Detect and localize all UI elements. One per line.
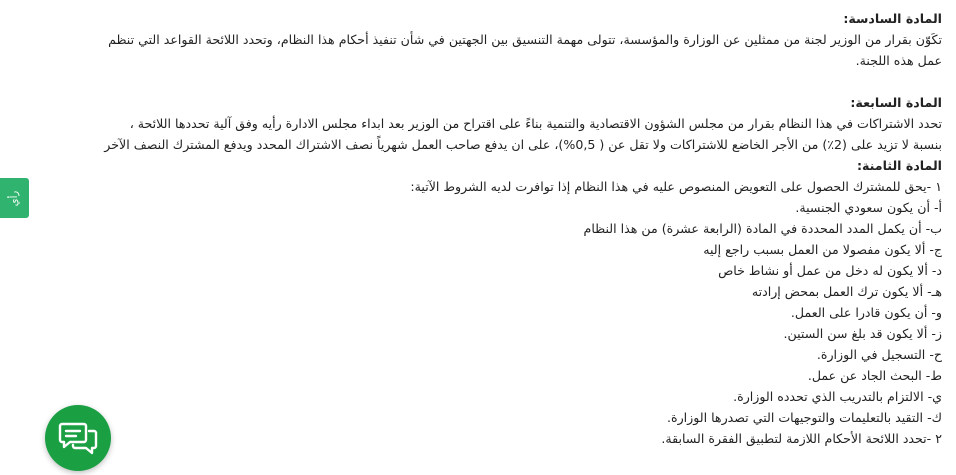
article-8-line: أ- أن يكون سعودي الجنسية. — [795, 200, 942, 215]
document-body — [92, 8, 942, 449]
article-6-line: عمل هذه اللجنة. — [855, 53, 942, 68]
article-8-line: د- ألا يكون له دخل من عمل أو نشاط خاص — [718, 263, 942, 278]
article-7-line: تحدد الاشتراكات في هذا النظام بقرار من مجلس الشؤون الاقتصادية والتنمية بناءً على اقتراح من الوزير بعد ابداء مجلس الادارة رأيه وفق آلية تحددها اللائحة ، — [129, 116, 942, 131]
article-8-line: ز- ألا يكون قد بلغ سن الستين. — [783, 326, 942, 341]
paragraph-spacer — [92, 71, 942, 92]
article-8-line: ح- التسجيل في الوزارة. — [816, 347, 942, 362]
article-8-line: ب- أن يكمل المدد المحددة في المادة (الرابعة عشرة) من هذا النظام — [583, 221, 942, 236]
chat-button[interactable] — [45, 405, 111, 471]
article-8-line: ي- الالتزام بالتدريب الذي تحدده الوزارة. — [733, 389, 942, 404]
article-7-heading: المادة السابعة: — [850, 95, 942, 110]
article-6-heading: المادة السادسة: — [843, 11, 942, 26]
article-7-line: بنسبة لا تزيد على (2٪) من الأجر الخاضع للاشتراكات ولا تقل عن ( 0,5%)، على ان يدفع صاحب العمل شهرياً نصف الاشتراك المحدد ويدفع المشترك النصف الآخر — [104, 137, 942, 152]
article-6-line: تكَوّن بقرار من الوزير لجنة من ممثلين عن الوزارة والمؤسسة، تتولى مهمة التنسيق بين الجهتين في شأن تنفيذ أحكام هذا النظام، وتحدد اللائحة القواعد التي تنظم — [108, 32, 942, 47]
article-8-line: هـ- ألا يكون ترك العمل بمحض إرادته — [751, 284, 942, 299]
article-8-line: ٢ -تحدد اللائحة الأحكام اللازمة لتطبيق الفقرة السابقة. — [661, 431, 942, 446]
article-8-line: ط- البحث الجاد عن عمل. — [807, 368, 942, 383]
article-8-line: ١ -يحق للمشترك الحصول على التعويض المنصوص عليه في هذا النظام إذا توافرت لديه الشروط الآتية: — [410, 179, 942, 194]
article-8-line: ج- ألا يكون مفصولا من العمل بسبب راجع إليه — [703, 242, 942, 257]
article-8-line: ك- التقيد بالتعليمات والتوجيهات التي تصدرها الوزارة. — [666, 410, 942, 425]
feedback-tab-label: رأي — [9, 190, 20, 206]
feedback-side-tab[interactable] — [0, 178, 29, 218]
article-8-line: و- أن يكون قادرا على العمل. — [790, 305, 942, 320]
chat-bubbles-icon — [58, 420, 98, 456]
article-8-heading: المادة الثامنة: — [856, 158, 942, 173]
